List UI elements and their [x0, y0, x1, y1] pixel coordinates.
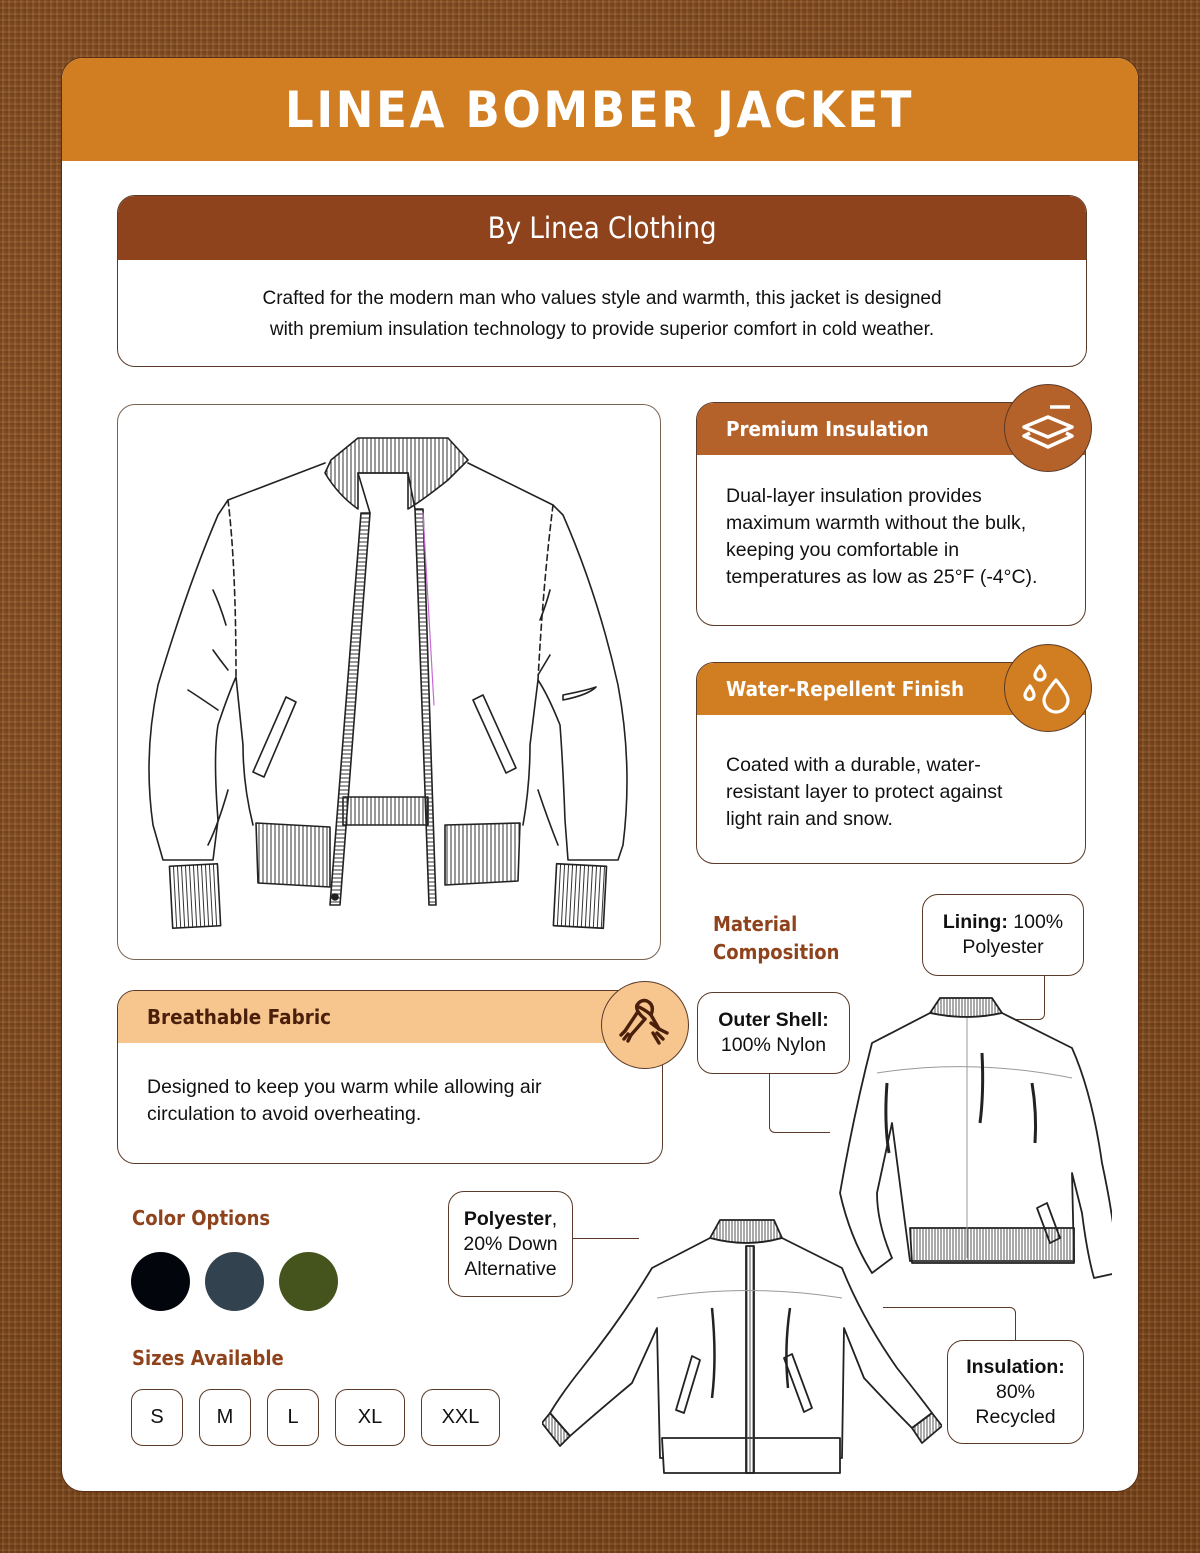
callout-value: Recycled — [975, 1405, 1056, 1428]
feature-text-line: resistant layer to protect against — [726, 781, 1003, 803]
bomber-jacket-front-open-illustration — [118, 405, 661, 960]
callout-value: 100% — [1013, 911, 1064, 933]
feature-text-line: circulation to avoid overheating. — [147, 1103, 422, 1125]
feature-text-line: light rain and snow. — [726, 808, 893, 830]
callout-label: Polyester — [463, 1207, 552, 1230]
color-swatch-slate-blue[interactable] — [205, 1252, 264, 1311]
brand-name: By Linea Clothing — [487, 211, 717, 245]
callout-label: Outer Shell: — [718, 1009, 829, 1031]
feature-body — [697, 455, 1085, 591]
brand-description — [118, 260, 1086, 345]
feature-header — [118, 991, 662, 1043]
page-title: LINEA BOMBER JACKET — [285, 80, 915, 139]
feature-title: Premium Insulation — [726, 417, 929, 441]
callout-label: Lining: — [942, 911, 1008, 933]
feature-water-repellent — [696, 644, 1096, 869]
sizes-heading: Sizes Available — [132, 1346, 284, 1370]
feature-card — [117, 990, 663, 1164]
layers-icon — [1004, 384, 1092, 472]
size-button-xl[interactable]: XL — [335, 1389, 405, 1446]
brand-header — [118, 196, 1086, 260]
feature-premium-insulation — [696, 384, 1096, 629]
feature-body — [118, 1043, 662, 1128]
description-line: with premium insulation technology to provide superior comfort in cold weather. — [269, 319, 935, 340]
bomber-jacket-front-closed-illustration — [542, 1208, 942, 1478]
feature-text-line: temperatures as low as 25°F (-4°C). — [726, 566, 1038, 588]
size-button-xxl[interactable]: XXL — [421, 1389, 500, 1446]
jacket-illustration-box — [117, 404, 661, 960]
material-composition-heading: Material Composition — [713, 912, 840, 964]
feature-text-line: Designed to keep you warm while allowing air — [147, 1076, 542, 1098]
scarf-icon — [601, 981, 689, 1069]
callout-outer-shell — [697, 992, 850, 1074]
size-button-l[interactable]: L — [267, 1389, 319, 1446]
feature-breathable-fabric — [117, 972, 697, 1164]
size-button-m[interactable]: M — [199, 1389, 251, 1446]
feature-text-line: Coated with a durable, water- — [726, 754, 981, 776]
color-swatch-olive[interactable] — [279, 1252, 338, 1311]
callout-insulation — [947, 1340, 1084, 1444]
leader-line — [769, 1074, 830, 1133]
description-line: Crafted for the modern man who values style and warmth, this jacket is designed — [262, 288, 942, 309]
callout-value: 100% Nylon — [720, 1034, 827, 1056]
feature-text-line: Dual-layer insulation provides — [726, 485, 982, 507]
feature-title: Breathable Fabric — [147, 1005, 332, 1029]
color-swatch-black[interactable] — [131, 1252, 190, 1311]
size-button-s[interactable]: S — [131, 1389, 183, 1446]
callout-lining — [922, 894, 1084, 976]
callout-punct: , — [551, 1207, 558, 1230]
brand-box — [117, 195, 1087, 367]
callout-value: Polyester — [962, 936, 1044, 958]
color-options-heading: Color Options — [132, 1206, 271, 1230]
callout-value: 20% Down — [463, 1232, 558, 1255]
water-drops-icon — [1004, 644, 1092, 732]
callout-value: 80% — [995, 1380, 1036, 1403]
product-card — [61, 57, 1139, 1492]
feature-title: Water-Repellent Finish — [726, 677, 965, 701]
title-bar — [62, 58, 1138, 161]
feature-text-line: keeping you comfortable in — [726, 539, 960, 561]
feature-body — [697, 715, 1085, 833]
callout-value: Alternative — [464, 1257, 557, 1280]
feature-text-line: maximum warmth without the bulk, — [726, 512, 1027, 534]
callout-label: Insulation: — [966, 1355, 1065, 1378]
